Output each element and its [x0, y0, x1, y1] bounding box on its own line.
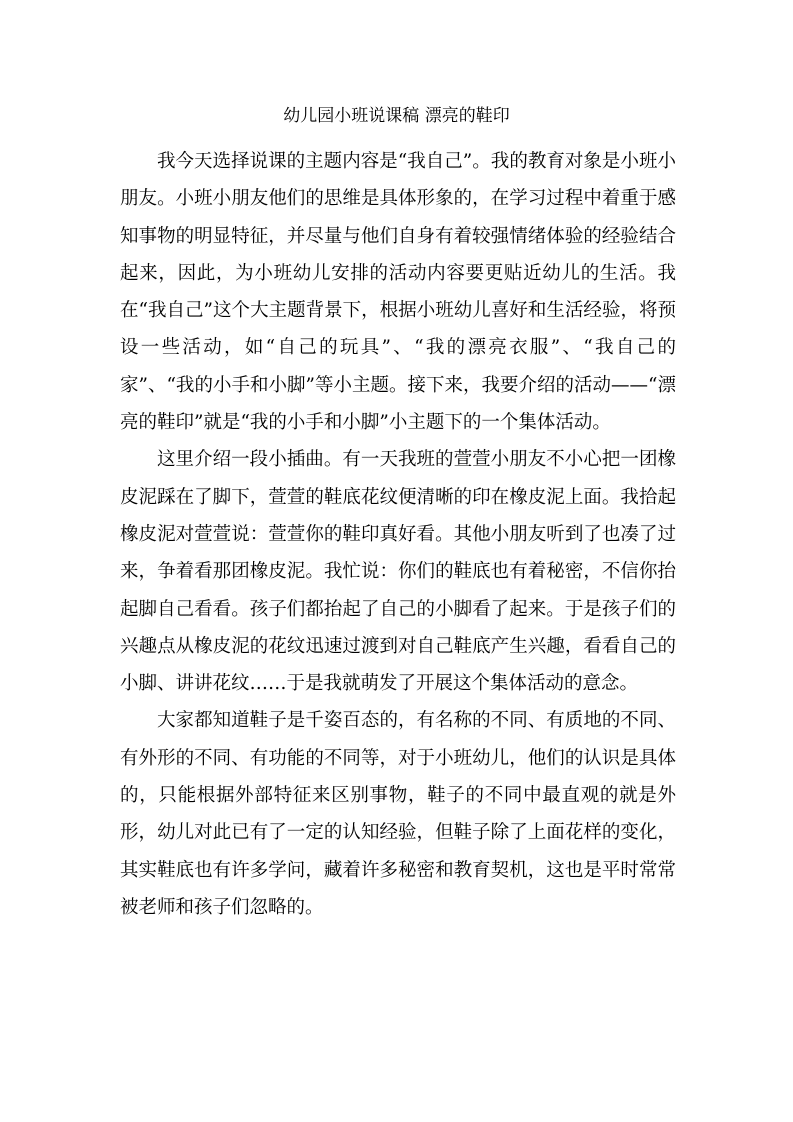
paragraph-1: 我今天选择说课的主题内容是“我自己”。我的教育对象是小班小朋友。小班小朋友他们的思维是具体形象的，在学习过程中着重于感知事物的明显特征，并尽量与他们自身有着较强情绪体验的经验结合起来，因此，为小班幼儿安排的活动内容要更贴近幼儿的生活。我在“我自己”这个大主题背景下，根据小班幼儿喜好和生活经验，将预设一些活动，如“自己的玩具”、“我的漂亮衣服”、“我自己的家”、“我的小手和小脚”等小主题。接下来，我要介绍的活动——“漂亮的鞋印”就是“我的小手和小脚”小主题下的一个集体活动。 — [120, 151, 676, 434]
paragraph-2: 这里介绍一段小插曲。有一天我班的萱萱小朋友不小心把一团橡皮泥踩在了脚下，萱萱的鞋底花纹便清晰的印在橡皮泥上面。我拾起橡皮泥对萱萱说：萱萱你的鞋印真好看。其他小朋友听到了也凑了过来，争着看那团橡皮泥。我忙说：你们的鞋底也有着秘密，不信你抬起脚自己看看。孩子们都抬起了自己的小脚看了起来。于是孩子们的兴趣点从橡皮泥的花纹迅速过渡到对自己鞋底产生兴趣，看看自己的小脚、讲讲花纹……于是我就萌发了开展这个集体活动的意念。 — [120, 449, 676, 695]
document-body — [120, 143, 676, 926]
document-title: 幼儿园小班说课稿 漂亮的鞋印 — [283, 106, 510, 126]
paragraph-3: 大家都知道鞋子是千姿百态的，有名称的不同、有质地的不同、有外形的不同、有功能的不同等，对于小班幼儿，他们的认识是具体的，只能根据外部特征来区别事物，鞋子的不同中最直观的就是外形，幼儿对此已有了一定的认知经验，但鞋子除了上面花样的变化，其实鞋底也有许多学问，藏着许多秘密和教育契机，这也是平时常常被老师和孩子们忽略的。 — [120, 710, 676, 918]
